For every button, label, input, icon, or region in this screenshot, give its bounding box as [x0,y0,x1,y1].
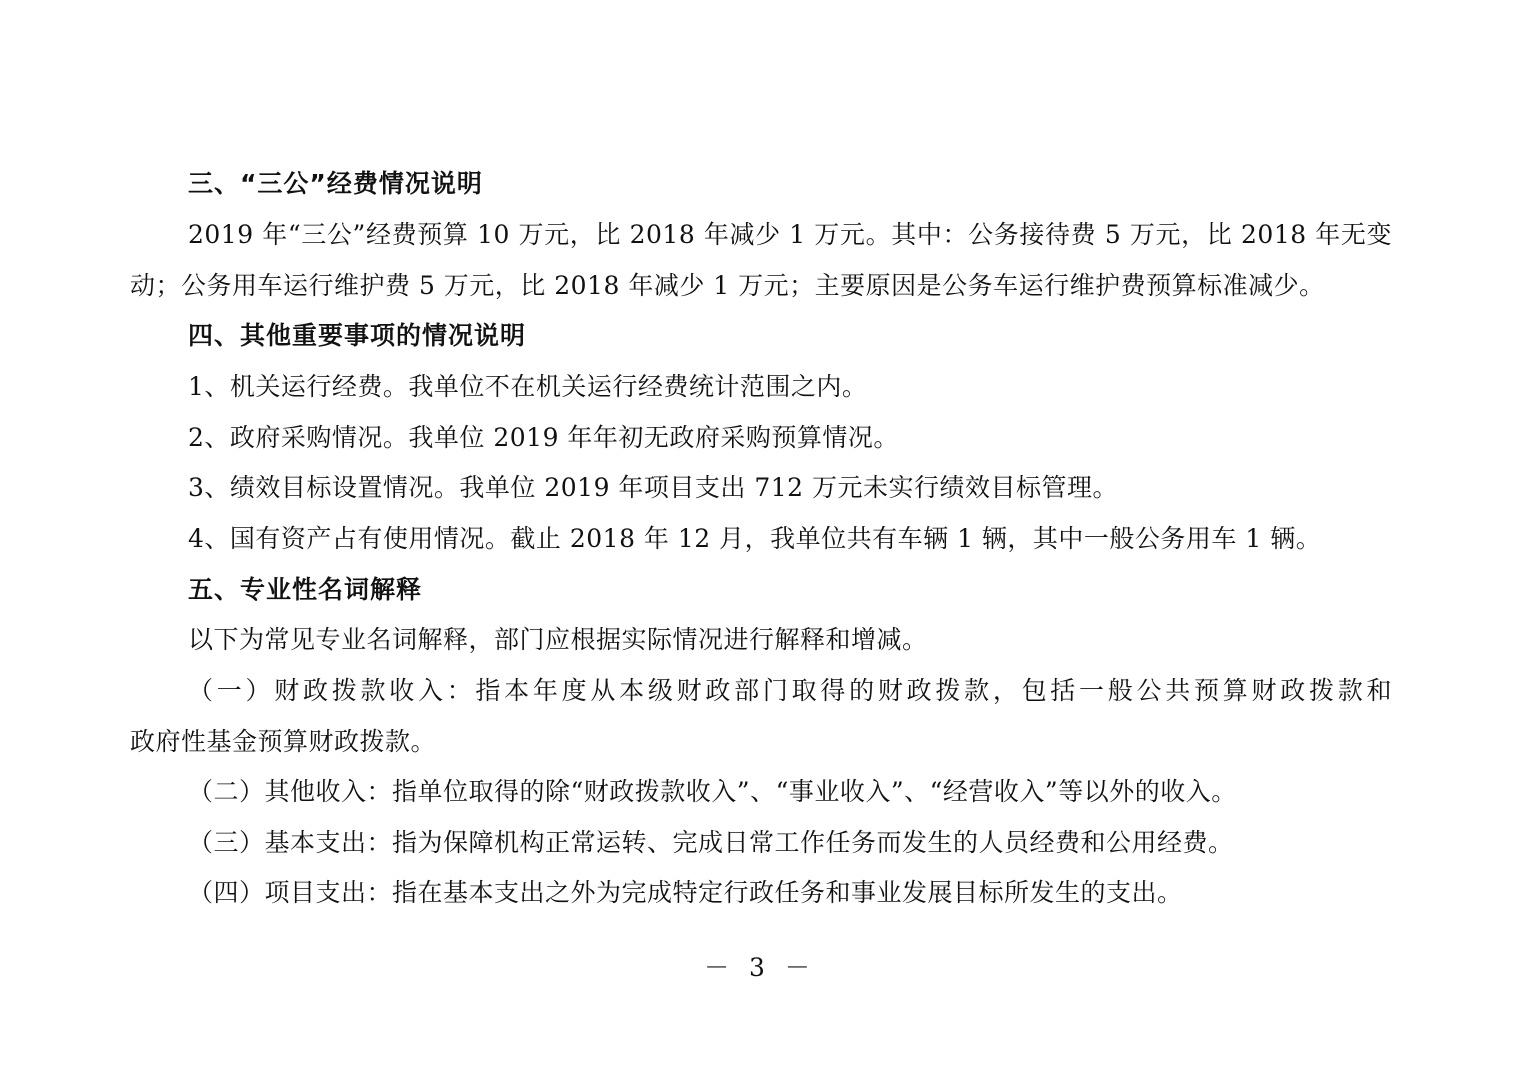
page-number: － 3 － [704,953,816,982]
section-five-heading: 五、专业性名词解释 [188,575,423,604]
section-four-item: 4、国有资产占有使用情况。截止 2018 年 12 月，我单位共有车辆 1 辆，其中一般公务用车 1 辆。 [188,524,1322,553]
section-three-paragraph-line-2: 动；公务用车运行维护费 5 万元，比 2018 年减少 1 万元；主要原因是公务车运行维护费预算标准减少。 [130,271,1325,300]
section-three-heading: 三、“三公”经费情况说明 [188,169,483,198]
term-4: （四）项目支出：指在基本支出之外为完成特定行政任务和事业发展目标所发生的支出。 [188,878,1183,907]
section-four-item: 3、绩效目标设置情况。我单位 2019 年项目支出 712 万元未实行绩效目标管理。 [188,473,1119,502]
section-five-intro: 以下为常见专业名词解释，部门应根据实际情况进行解释和增减。 [188,625,928,654]
term-1-line-1: （一）财政拨款收入：指本年度从本级财政部门取得的财政拨款，包括一般公共预算财政拨款和 [188,676,1392,705]
section-four-item: 1、机关运行经费。我单位不在机关运行经费统计范围之内。 [188,372,868,401]
section-four-item: 2、政府采购情况。我单位 2019 年年初无政府采购预算情况。 [188,423,899,452]
term-1-line-2: 政府性基金预算财政拨款。 [130,727,437,756]
section-three-paragraph-line-1: 2019 年“三公”经费预算 10 万元，比 2018 年减少 1 万元。其中：公务接待费 5 万元，比 2018 年无变 [188,220,1392,249]
term-3: （三）基本支出：指为保障机构正常运转、完成日常工作任务而发生的人员经费和公用经费。 [188,828,1234,857]
term-2: （二）其他收入：指单位取得的除“财政拨款收入”、“事业收入”、“经营收入”等以外的收入。 [188,777,1237,806]
section-four-heading: 四、其他重要事项的情况说明 [188,321,527,350]
